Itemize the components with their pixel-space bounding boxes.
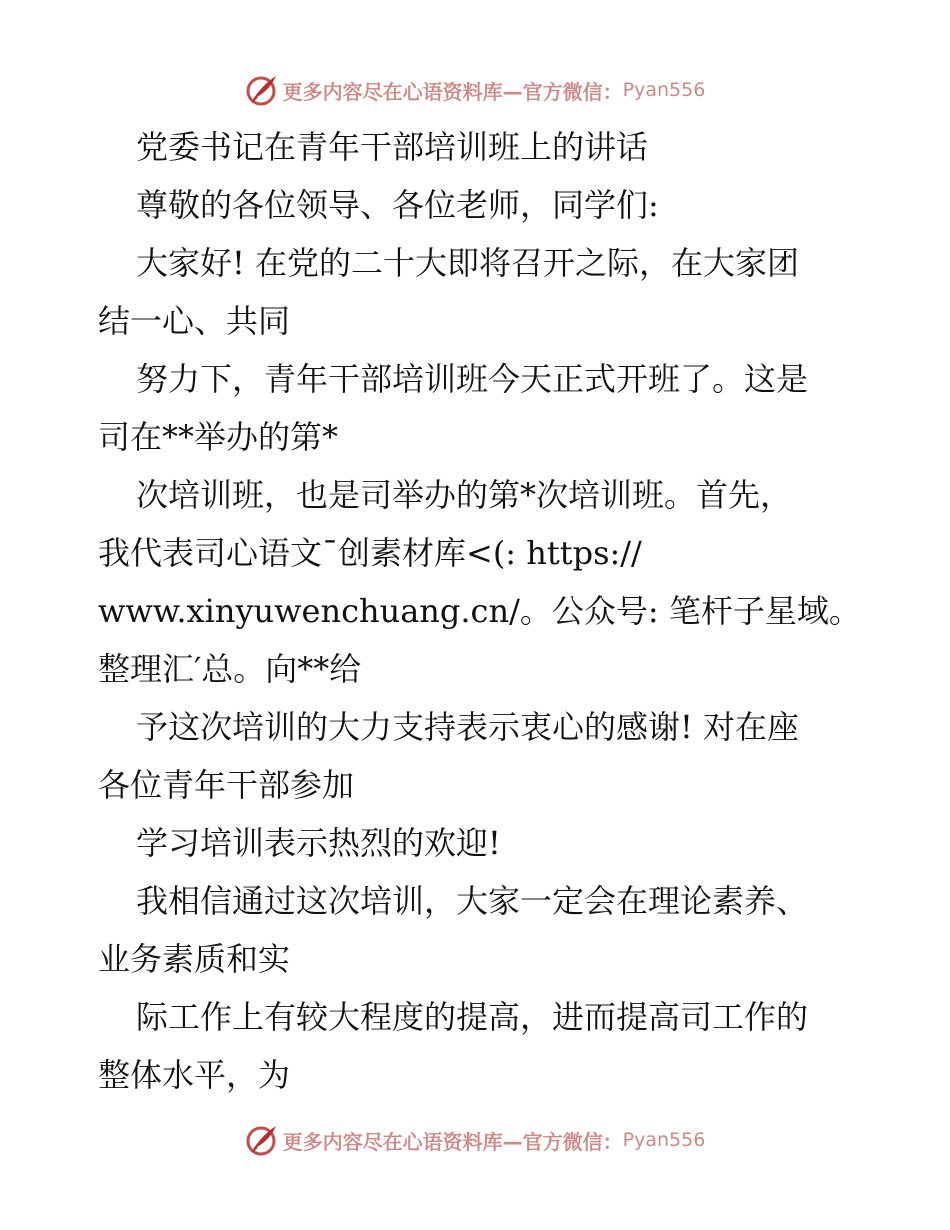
- document-line: 各位青年干部参加: [98, 766, 355, 804]
- footer-banner-text: 更多内容尽在心语资料库—官方微信：: [282, 1129, 623, 1154]
- document-line: 司在**举办的第*: [98, 418, 339, 456]
- header-banner-text: 更多内容尽在心语资料库—官方微信：: [282, 79, 623, 104]
- document-line: 业务素质和实: [98, 940, 291, 978]
- document-body: [98, 118, 861, 1104]
- document-line: 学习培训表示热烈的欢迎!: [136, 824, 501, 862]
- document-line: 次培训班，也是司举办的第*次培训班。首先，: [136, 476, 793, 514]
- document-line: 结一心、共同: [98, 302, 291, 340]
- header-banner: [0, 70, 950, 110]
- document-line: 尊敬的各位领导、各位老师，同学们:: [136, 186, 659, 224]
- document-line: 努力下，青年干部培训班今天正式开班了。这是: [136, 360, 809, 398]
- feather-quill-circle-icon: [245, 73, 279, 107]
- document-line: 予这次培训的大力支持表示衷心的感谢! 对在座: [136, 708, 800, 746]
- document-line: 整理汇′总。向**给: [98, 650, 362, 688]
- footer-banner: [0, 1120, 950, 1160]
- header-banner-wechat: Pyan556: [622, 79, 706, 101]
- footer-banner-wechat: Pyan556: [622, 1129, 706, 1151]
- document-line: 党委书记在青年干部培训班上的讲话: [136, 128, 649, 166]
- feather-quill-circle-icon: [245, 1123, 279, 1157]
- document-line: 我相信通过这次培训，大家一定会在理论素养、: [136, 882, 809, 920]
- document-line: 际工作上有较大程度的提高，进而提高司工作的: [136, 998, 809, 1036]
- document-line: www.xinyuwenchuang.cn/。公众号: 笔杆子星域。: [98, 592, 861, 630]
- document-line: 大家好! 在党的二十大即将召开之际，在大家团: [136, 244, 800, 282]
- document-line: 整体水平，为: [98, 1056, 291, 1094]
- document-line: 我代表司心语文¯创素材库<(: https://: [98, 534, 642, 572]
